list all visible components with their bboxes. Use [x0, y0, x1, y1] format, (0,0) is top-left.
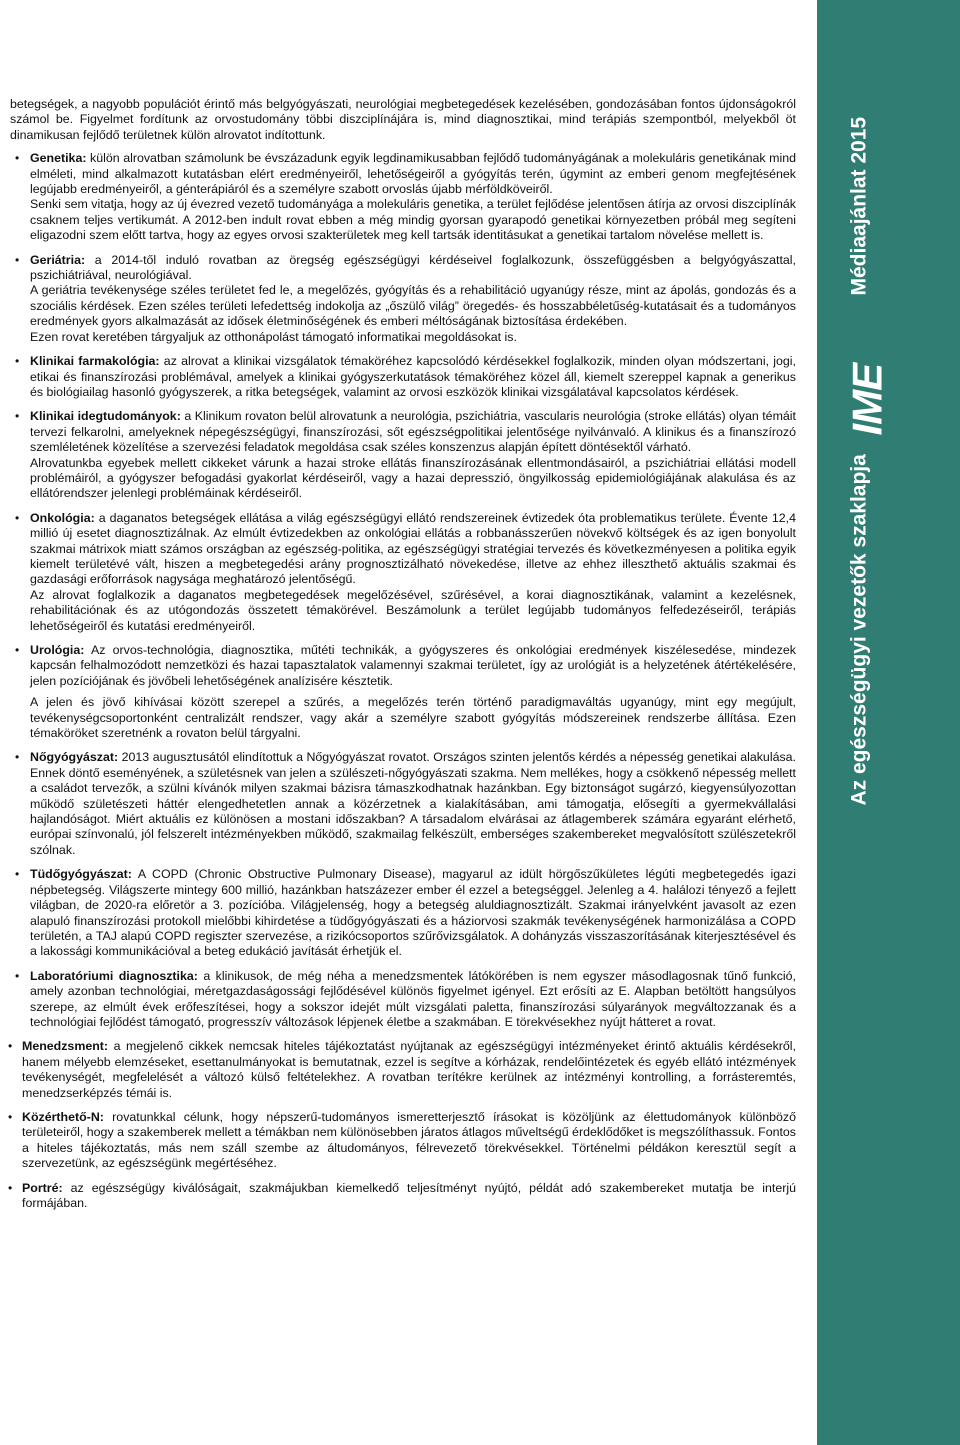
- section-lead-paragraph: [22, 1039, 796, 1101]
- section-list: [10, 151, 796, 1211]
- section-paragraph: A jelen és jövő kihívásai között szerepel a szűrés, a megelőzés terén történő paradigmaváltás ugyanúgy, mint egy megújult, tevékenységcsoportonként centralizált rendszer, vagy akár a személyre szabott gyógyítás módszereinek rendszerbe állítása. Ezen témaköröket szeretnénk a rovaton belül tárgyalni.: [30, 695, 796, 741]
- section-lead-text: a megjelenő cikkek nemcsak hiteles tájékoztatást nyújtanak az egészségügyi intézményeket érintő aktuális kérdésekről, hanem mélyebb elemzéseket, esettanulmányokat is bemutatnak, ezzel is segítve a kórházak, rendelőintézetek és egyéb ellátó intézmények tevékenységét, megfelelését a változó külső feltételekhez. A rovatban terítékre kerülnek az intézményi kontrolling, a forrásteremtés, menedzserképzés témái is.: [22, 1039, 796, 1100]
- section-lead-text: a 2014-től induló rovatban az öregség egészségügyi kérdéseivel foglalkozunk, összefüggésben a belgyógyászattal, pszichiátriával, neurológiával.: [30, 252, 796, 283]
- section-item: [10, 867, 796, 959]
- bullet-icon: •: [8, 1109, 13, 1124]
- section-term: Klinikai farmakológia:: [30, 354, 160, 369]
- section-item: [10, 354, 796, 400]
- bullet-icon: •: [15, 643, 20, 657]
- section-lead-paragraph: [30, 354, 796, 400]
- bullet-icon: •: [15, 750, 20, 765]
- sidebar: [817, 0, 960, 1445]
- article-body: [10, 97, 796, 1220]
- sidebar-rotated-text: [817, 0, 960, 1445]
- section-item: [10, 409, 796, 501]
- section-term: Klinikai idegtudományok:: [30, 409, 181, 424]
- section-lead-paragraph: [30, 151, 796, 197]
- section-lead-text: rovatunkkal célunk, hogy népszerű-tudományos ismeretterjesztő írásokat is közöljünk az élettudományok különböző területeiről, hogy a szakemberek mellett a témákban nem különösebben járatos átlagos műveltségű érdeklődőket is megszólíthassuk. Fontos a hiteles tájékoztatás, más nem száll szembe az áltudományos, félrevezető törekvésekkel. Történelmi példákon keresztül segít a szervezetünk, az egészségünk megértéséhez.: [22, 1109, 796, 1171]
- section-term: Tüdőgyógyászat:: [30, 867, 132, 882]
- bullet-icon: •: [15, 867, 20, 882]
- section-lead-paragraph: [22, 1110, 796, 1172]
- section-paragraph: Ezen rovat keretében tárgyaljuk az otthonápolást támogató informatikai megoldásokat is.: [30, 329, 517, 344]
- section-paragraph: A geriátria tevékenysége széles területet fed le, a megelőzés, gyógyítás és a rehabilitáció ugyanúgy része, mint az ápolás, gondozás és a szociális kérdések. Ezen széles területi lefedettség indokolja az „őszülő világ” öregedés- és hosszabbéletűség-kutatásait és a tudományos eredmények gyors alkalmazását az idősek életminőségének és emberi méltóságának biztosítása érdekében.: [30, 283, 796, 329]
- section-term: Geriátria:: [30, 252, 86, 267]
- section-lead-paragraph: [30, 511, 796, 588]
- section-term: Menedzsment:: [22, 1039, 109, 1054]
- sidebar-tagline: Az egészségügyi vezetők szaklapja: [847, 453, 870, 805]
- bullet-icon: •: [15, 151, 20, 166]
- section-lead-paragraph: [22, 1181, 796, 1212]
- section-lead-text: a daganatos betegségek ellátása a világ egészségügyi ellátó rendszereinek évtizedek óta problematikus területe. Évente 12,4 millió új esetet diagnosztizálnak. Az elmúlt évtizedekben az onkológiai ellátás a robbanásszerűen növekvő költségek és az igen bonyolult szakmai mátrixok miatt számos országban az egészség-politika, az egészségügyi stratégiai tervezés és következményesen a politika egyik kiemelt területévé vált, hiszen a megbetegedési arány prognosztizálható növekedése, illetve az ehhez illeszthető aktuális szakmai és gazdasági erőforrások nagysága meghatározó jelentőségű.: [30, 510, 796, 587]
- section-lead-text: 2013 augusztusától elindítottuk a Nőgyógyászat rovatot. Országos szinten jelentős kérdés a népesség genetikai alakulása. Ennek döntő eseményének, a születésnek van jelen a szülészeti-nőgyógyászati szakma. Nem mellékes, hogy a csökkenő népesség mellett a családot tervezők, a szülni kívánók milyen szakmai bázisra támaszkodhatnak hazánkban. Egy biztonságot sugárzó, kiegyensúlyozottan működő születészeti háttér elengedhetetlen annak a közérzetnek a kialakításában, ami támogatja, elősegíti a gyermekvállalási hajlandóságot. Miért aktuális ez különösen a mostani időszakban? A társadalom elvárásai az átlagemberek számára egyaránt elérhető, európai színvonalú, jól felszerelt intézményekben működő, szakmailag felkészült, emberséges szakembereket megvalósított szülészetekről szólnak.: [30, 750, 796, 857]
- section-paragraph: Senki sem vitatja, hogy az új évezred vezető tudományága a molekuláris genetika, a terület fejlődése jelentősen átírja az orvosi diszciplínák csaknem teljes vertikumát. A 2012-ben indult rovat ebben a még mindig gyorsan gyarapodó genetikai környezetben próbál meg segíteni eligazodni szem előtt tartva, hogy az egyes orvosi szakterületek meg kell tartsák identitásukat a genetikai tartalom növelése mellett is.: [30, 197, 796, 243]
- section-lead-paragraph: [30, 643, 796, 689]
- section-item: [10, 1039, 796, 1101]
- section-lead-text: az egészségügy kiválóságait, szakmájukban kiemelkedő teljesítményt nyújtó, példát adó szakembereket mutatja be interjú formájában.: [22, 1180, 796, 1210]
- section-lead-paragraph: [30, 409, 796, 455]
- section-term: Onkológia:: [30, 510, 95, 525]
- section-item: [10, 253, 796, 345]
- section-term: Genetika:: [30, 151, 87, 166]
- section-lead-paragraph: [30, 253, 796, 284]
- bullet-icon: •: [8, 1039, 13, 1054]
- section-item: [10, 969, 796, 1031]
- section-paragraph: Alrovatunkba egyebek mellett cikkeket várunk a hazai stroke ellátás finanszírozásának ellentmondásairól, a pszichiátriai ellátási modell problémáiról, a gyógyszer befogadási gyakorlat kérdéseiről, vagy a hazai depresszió, öngyilkosság epidemiológiájának alakulása és az ellátórendszer jelenlegi problémáinak kérdéseiről.: [30, 455, 796, 501]
- section-item: [10, 151, 796, 243]
- section-item: [10, 1181, 796, 1212]
- section-lead-paragraph: [30, 750, 796, 858]
- section-item: [10, 1110, 796, 1172]
- section-lead-text: az alrovat a klinikai vizsgálatok témaköréhez kapcsolódó kérdésekkel foglalkozik, minden olyan módszertani, jogi, etikai és finanszírozási problémával, amelyek a klinikai gyógyszerkutatások témaköréhez közel áll, kiemelt szereppel kapnak a generikus és biológiailag hasonló gyógyszerek, a ritka betegségek, valamint az orvosi eszközök klinikai vizsgálatával kapcsolatos kérdések.: [30, 354, 796, 399]
- intro-paragraph: betegségek, a nagyobb populációt érintő más belgyógyászati, neurológiai megbetegedések kezelésében, gondozásában fontos újdonságokról számol be. Figyelmet fordítunk az orvostudomány többi diszciplínájára is, mind diagnosztikai, mind terápiás szempontból, melyekből öt dinamikusan fejlődő területnek külön alrovatot indítottunk.: [10, 97, 796, 142]
- section-item: [10, 643, 796, 741]
- sidebar-media-title: Médiaajánlat 2015: [847, 116, 870, 295]
- bullet-icon: •: [15, 510, 20, 525]
- bullet-icon: •: [15, 409, 20, 424]
- bullet-icon: •: [8, 1180, 13, 1195]
- section-lead-paragraph: [30, 969, 796, 1031]
- section-lead-text: a klinikusok, de még néha a menedzsmentek látókörében is nem egyszer másodlagosnak tűnő funkció, amely azonban technológiai, méretgazdaságossági fejlődésével különös figyelmet igényel. Ezt erősíti az E. Alapban betöltött hangsúlyos szerepe, az elmúlt évek erőfeszítései, hogy a sokszor idejét múlt vizsgálati paletta, finanszírozási súlyarányok megváltozzanak és a technológiai fejlődést támogató, progresszív változások lépjenek életbe a szakmában. E törekvésekhez nyújt hátteret a rovat.: [30, 968, 796, 1029]
- bullet-icon: •: [15, 252, 20, 267]
- bullet-icon: •: [15, 354, 20, 369]
- section-item: [10, 750, 796, 858]
- section-paragraph: Az alrovat foglalkozik a daganatos megbetegedések megelőzésével, szűrésével, a korai diagnosztikának, valamint a kezelésnek, rehabilitációnak és az utógondozás összetett témakörével. Beszámolunk a terület legújabb tudományos felfedezéseiről, terápiás lehetőségeiről és kutatási eredményeiről.: [30, 587, 796, 633]
- ime-logo: IME: [843, 363, 890, 435]
- section-term: Nőgyógyászat:: [30, 750, 119, 765]
- section-lead-text: A COPD (Chronic Obstructive Pulmonary Disease), magyarul az idült hörgőszűkületes légúti megbetegedés igazi népbetegség. Világszerte mintegy 600 millió, hazánkban hatszázezer ember él ezzel a betegséggel. Jelenleg a 4. halálozi tényező a fejlett világban, de 2020-ra előretör a 3. pozícióba. Világjelenség, hogy a betegség aluldiagnosztizált. Szakmai irányelvként javasolt az ezen alapuló finanszírozási protokoll mielőbbi kihirdetése a tüdőgyógyászati és a háziorvosi szakmák tevékenységének harmonizálása a COPD területén, a TAJ alapú COPD regiszter szervezése, a rizikócsoportos szűrővizsgálatok. A dohányzás visszaszorításának kiterjesztésével és a lakossági kommunikációval a beteg edukáció javítását érhetjük el.: [30, 867, 796, 959]
- section-term: Közérthető-N:: [22, 1109, 104, 1124]
- section-item: [10, 511, 796, 634]
- section-term: Urológia:: [30, 643, 85, 657]
- section-term: Portré:: [22, 1180, 63, 1195]
- section-term: Laboratóriumi diagnosztika:: [30, 968, 198, 983]
- section-lead-text: a Klinikum rovaton belül alrovatunk a neurológia, pszichiátria, vascularis neurológia (stroke ellátás) olyan témáit tervezi felkarolni, amelyeknek népegészségügyi, finanszírozási, sőt egészségpolitikai jelentősége nyilvánvaló. A klinikus és a finanszírozó szemléletének közelítése a szervezési feladatok megoldása csak széles konszenzus alapján épített döntésektől várható.: [30, 409, 796, 455]
- section-lead-text: külön alrovatban számolunk be évszázadunk egyik legdinamikusabban fejlődő tudományágának a molekuláris genetikának mind elméleti, mind alkalmazott kutatásban elért eredményeiről, lehetőségeiről a gyógyítás terén, úgymint az emberi genom megfejtésének legújabb eredményeiről, a génterápiáról és a személyre szabott orvoslás újabb mérföldköveiről.: [30, 151, 796, 197]
- bullet-icon: •: [15, 968, 20, 983]
- section-lead-text: Az orvos-technológia, diagnosztika, műtéti technikák, a gyógyszeres és onkológiai eredmények kiszélesedése, mindezek kapcsán felhalmozódott nemzetközi és hazai tapasztalatok valamennyi szakmai területet, így az urológiát is a helyzetének átértékelésére, jelen pozíciójának és jövőbeli lehetőségének analízisére késztetik.: [30, 643, 796, 688]
- section-lead-paragraph: [30, 867, 796, 959]
